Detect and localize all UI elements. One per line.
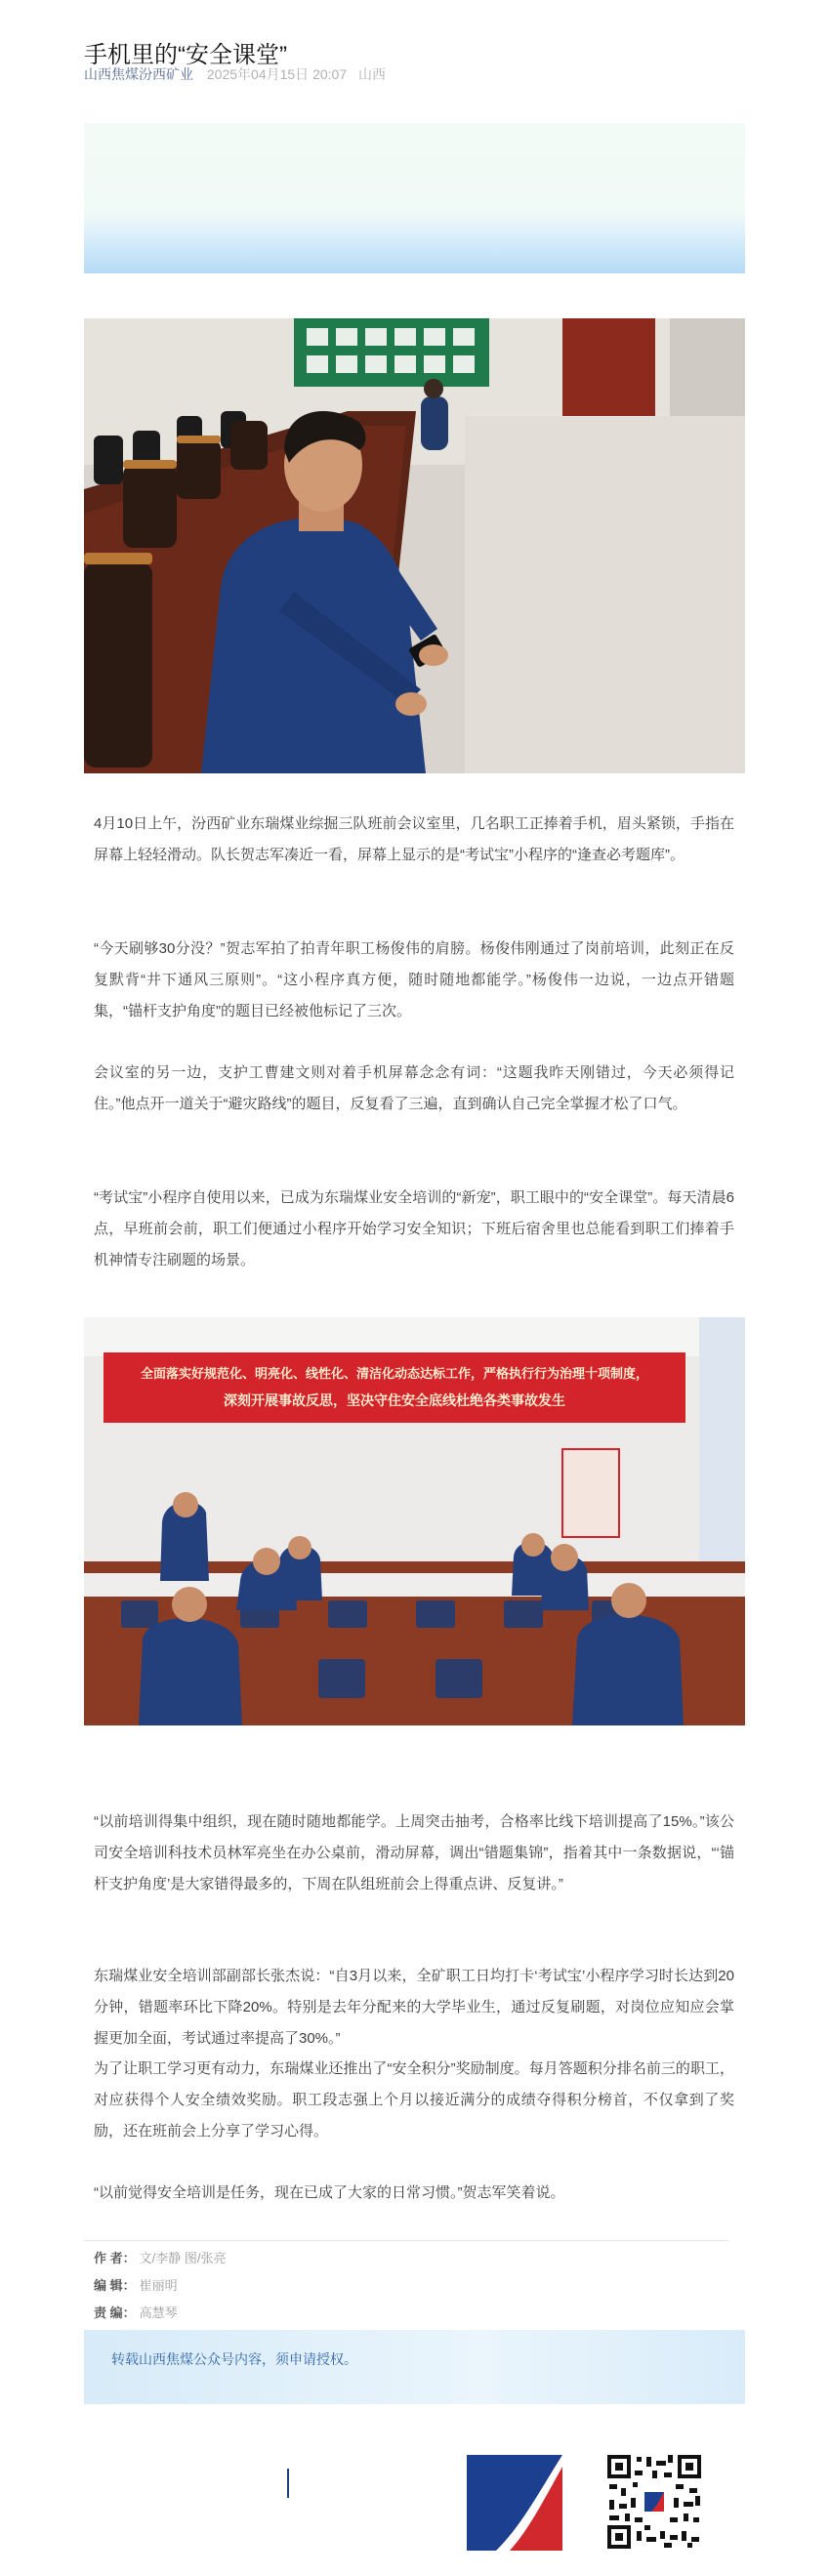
qr-code[interactable] (605, 2453, 703, 2551)
meeting-room-photo[interactable] (84, 1317, 745, 1725)
publish-location: 山西 (358, 66, 386, 82)
account-name-link[interactable]: 山西焦煤汾西矿业 (84, 66, 193, 82)
article-meta (84, 64, 394, 84)
header-banner-image (84, 123, 745, 273)
article-title: 手机里的“安全课堂” (84, 42, 287, 69)
credit-chief-editor (94, 2303, 178, 2321)
article-paragraph: “以前觉得安全培训是任务，现在已成了大家的日常习惯。”贺志军笑着说。 (94, 2184, 565, 2201)
article-paragraph: 东瑞煤业安全培训部副部长张杰说：“自3月以来，全矿职工日均打卡‘考试宝’小程序学习时长达到20分钟，错题率环比下降20%。特别是去年分配来的大学毕业生，通过反复刷题，对岗位应知应会掌握更加全面，考试通过率提高了30%。” (94, 1968, 734, 2047)
article-paragraph: 为了让职工学习更有动力，东瑞煤业还推出了“安全积分”奖励制度。每月答题积分排名前三的职工，对应获得个人安全绩效奖励。职工段志强上个月以接近满分的成绩夺得积分榜首，不仅拿到了奖励，还在班前会上分享了学习心得。 (94, 2060, 734, 2140)
divider (84, 2240, 728, 2241)
article-paragraph: “考试宝”小程序自使用以来，已成为东瑞煤业安全培训的“新宠”，职工眼中的“安全课堂”。每天清晨6点，早班前会前，职工们便通过小程序开始学习安全知识；下班后宿舍里也总能看到职工们捧着手机神情专注刷题的场景。 (94, 1189, 734, 1268)
repost-notice-text: 转载山西焦煤公众号内容，须申请授权。 (111, 2351, 357, 2367)
credit-author (94, 2248, 226, 2266)
article-paragraph: 4月10日上午，汾西矿业东瑞煤业综掘三队班前会议室里，几名职工正捧着手机，眉头紧锁，手指在屏幕上轻轻滑动。队长贺志军凑近一看，屏幕上显示的是“考试宝”小程序的“逢查必考题库”。 (94, 815, 734, 863)
credit-chief-value: 高慧琴 (139, 2306, 178, 2320)
credit-editor-label: 编 辑： (94, 2278, 136, 2293)
publish-date: 2025年04月15日 20:07 (206, 66, 348, 82)
company-logo (467, 2455, 562, 2551)
footer-divider-bar (287, 2469, 289, 2498)
worker-phone-photo[interactable] (84, 318, 745, 773)
credit-author-label: 作 者： (94, 2251, 136, 2265)
banner-slogan-line2: 深刻开展事故反思，坚决守住安全底线杜绝各类事故发生 (224, 1393, 565, 1409)
article-paragraph: 会议室的另一边，支护工曹建文则对着手机屏幕念念有词：“这题我昨天刚错过，今天必须得记住。”他点开一道关于“避灾路线”的题目，反复看了三遍，直到确认自己完全掌握才松了口气。 (94, 1064, 734, 1112)
credit-editor (94, 2275, 178, 2294)
credit-editor-value: 崔丽明 (139, 2278, 178, 2293)
credit-author-value: 文/李静 图/张亮 (139, 2251, 227, 2265)
credit-chief-label: 责 编： (94, 2306, 136, 2320)
banner-slogan-line1: 全面落实好规范化、明亮化、线性化、清洁化动态达标工作，严格执行行为治理十项制度， (140, 1367, 649, 1382)
repost-notice-banner (84, 2330, 745, 2404)
article-paragraph: “以前培训得集中组织，现在随时随地都能学。上周突击抽考，合格率比线下培训提高了15%。”该公司安全培训科技术员林军亮坐在办公桌前，滑动屏幕，调出“错题集锦”，指着其中一条数据说，“‘锚杆支护角度’是大家错得最多的，下周在队组班前会上得重点讲、反复讲。” (94, 1813, 734, 1892)
article-paragraph: “今天刷够30分没？”贺志军拍了拍青年职工杨俊伟的肩膀。杨俊伟刚通过了岗前培训，此刻正在反复默背“井下通风三原则”。“这小程序真方便，随时随地都能学。”杨俊伟一边说，一边点开错题集，“锚杆支护角度”的题目已经被他标记了三次。 (94, 940, 734, 1019)
